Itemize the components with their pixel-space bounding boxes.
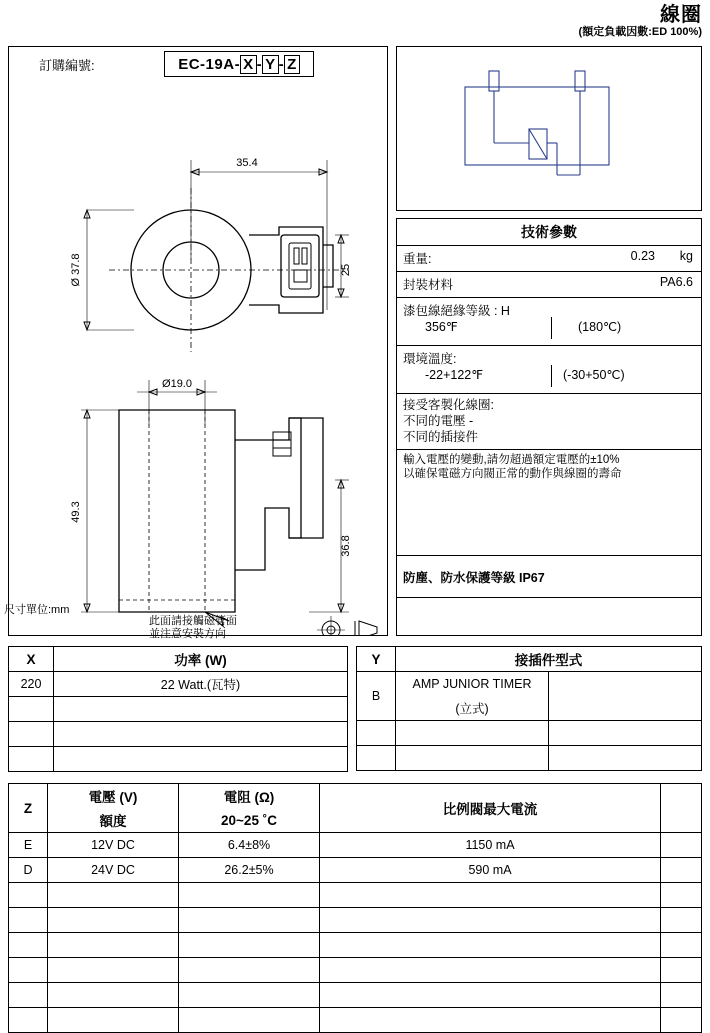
table-row <box>9 983 702 1008</box>
z-row-2-resistance <box>179 883 320 908</box>
spec-label-insulation: 漆包線絕緣等級 : H <box>403 304 510 318</box>
spec-row-ambient <box>397 346 701 394</box>
table-row <box>9 722 348 747</box>
spec-value-ambient-f: -22+122℉ <box>425 368 484 382</box>
unit-note: 尺寸單位:mm <box>4 604 70 616</box>
z-row-6-voltage <box>48 983 179 1008</box>
spec-custom-line2: 不同的電壓 - <box>403 414 474 428</box>
z-row-7-voltage <box>48 1008 179 1033</box>
spec-value-material: PA6.6 <box>659 275 693 289</box>
x-row-0-value: 22 Watt.(瓦特) <box>54 672 348 697</box>
z-table-resistance-subheader: 20~25 ˚C <box>179 808 320 833</box>
spec-divider-insulation <box>551 317 552 339</box>
table-row <box>9 672 348 697</box>
z-row-3-extra <box>661 908 702 933</box>
z-row-4-extra <box>661 933 702 958</box>
z-row-7-resistance <box>179 1008 320 1033</box>
z-row-4-current <box>320 933 661 958</box>
z-row-3-code <box>9 908 48 933</box>
spec-custom-line3: 不同的插接件 <box>403 430 479 444</box>
y-row-2-value <box>396 746 549 771</box>
z-row-5-current <box>320 958 661 983</box>
spec-value-ambient-c: (-30+50℃) <box>563 368 625 382</box>
table-row <box>357 672 702 697</box>
z-row-5-resistance <box>179 958 320 983</box>
spec-row-protection <box>397 556 701 598</box>
y-row-1-value <box>396 721 549 746</box>
table-row <box>9 883 702 908</box>
spec-heading: 技術參數 <box>397 219 701 246</box>
y-row-0-code: B <box>357 672 396 721</box>
coil-schematic <box>397 47 701 210</box>
z-row-1-extra <box>661 858 702 883</box>
table-row <box>9 858 702 883</box>
y-table-title-header: 接插件型式 <box>396 647 702 672</box>
surface-note <box>149 615 237 641</box>
spec-label-custom: 接受客製化線圈: <box>403 398 494 412</box>
order-code-box <box>164 51 314 77</box>
z-row-0-resistance: 6.4±8% <box>179 833 320 858</box>
table-row <box>9 833 702 858</box>
z-row-1-code: D <box>9 858 48 883</box>
projection-symbol <box>317 616 377 635</box>
y-row-2-spacer <box>549 746 702 771</box>
z-row-2-voltage <box>48 883 179 908</box>
z-table <box>8 783 702 1033</box>
z-row-6-code <box>9 983 48 1008</box>
z-row-0-current: 1150 mA <box>320 833 661 858</box>
x-table-title-header: 功率 (W) <box>54 647 348 672</box>
table-row <box>357 746 702 771</box>
order-code-x: X <box>240 55 257 74</box>
spec-value-insulation-c: (180℃) <box>578 320 622 334</box>
table-row <box>9 1008 702 1033</box>
y-row-1-code <box>357 721 396 746</box>
svg-text:Ø19.0: Ø19.0 <box>162 378 192 390</box>
spec-unit-weight: kg <box>679 249 693 263</box>
spec-label-weight: 重量: <box>403 252 432 266</box>
z-table-resistance-header: 電阻 (Ω) <box>179 784 320 809</box>
spec-label-protection: 防塵、防水保護等級 IP67 <box>403 571 545 585</box>
spec-voltage-note-line1: 輸入電壓的變動,請勿超過額定電壓的±10% <box>403 454 620 466</box>
x-table-code-header: X <box>9 647 54 672</box>
spec-row-insulation <box>397 298 701 346</box>
spec-row-weight <box>397 246 701 272</box>
x-table <box>8 646 348 772</box>
svg-text:36.8: 36.8 <box>340 535 352 557</box>
z-row-7-extra <box>661 1008 702 1033</box>
z-row-6-current <box>320 983 661 1008</box>
order-number-label: 訂購編號: <box>39 58 95 73</box>
z-table-voltage-subheader: 額度 <box>48 808 179 833</box>
z-table-current-header: 比例閥最大電流 <box>320 784 661 833</box>
z-row-3-current <box>320 908 661 933</box>
drawing-panel <box>8 46 388 640</box>
spec-value-insulation-f: 356℉ <box>425 320 458 334</box>
x-row-1-code <box>9 697 54 722</box>
x-row-2-code <box>9 722 54 747</box>
order-code-sep1: - <box>256 55 263 73</box>
z-table-code-header: Z <box>9 784 48 833</box>
z-row-2-extra <box>661 883 702 908</box>
table-row <box>9 747 348 772</box>
order-code-y: Y <box>262 55 279 74</box>
z-row-3-resistance <box>179 908 320 933</box>
z-row-3-voltage <box>48 908 179 933</box>
page-subtitle: (額定負載因數:ED 100%) <box>578 26 702 38</box>
spec-row-custom <box>397 394 701 450</box>
spec-label-material: 封裝材料 <box>403 278 454 292</box>
z-row-5-code <box>9 958 48 983</box>
svg-text:35.4: 35.4 <box>236 157 258 169</box>
z-row-0-voltage: 12V DC <box>48 833 179 858</box>
z-row-7-current <box>320 1008 661 1033</box>
x-row-3-code <box>9 747 54 772</box>
z-row-6-extra <box>661 983 702 1008</box>
order-code-z: Z <box>284 55 300 74</box>
coil-drawing <box>9 80 387 635</box>
order-code-sep2: - <box>278 55 285 73</box>
z-row-1-current: 590 mA <box>320 858 661 883</box>
z-row-4-code <box>9 933 48 958</box>
svg-text:25: 25 <box>340 263 352 277</box>
y-row-0-value2: (立式) <box>396 696 549 721</box>
x-row-3-value <box>54 747 348 772</box>
x-row-2-value <box>54 722 348 747</box>
z-row-6-resistance <box>179 983 320 1008</box>
y-row-2-code <box>357 746 396 771</box>
z-row-5-extra <box>661 958 702 983</box>
z-row-0-code: E <box>9 833 48 858</box>
x-row-0-code: 220 <box>9 672 54 697</box>
z-table-voltage-header: 電壓 (V) <box>48 784 179 809</box>
z-row-1-voltage: 24V DC <box>48 858 179 883</box>
z-row-0-extra <box>661 833 702 858</box>
svg-text:Ø 37.8: Ø 37.8 <box>70 253 82 287</box>
order-code <box>178 56 300 73</box>
y-table-code-header: Y <box>357 647 396 672</box>
z-row-2-code <box>9 883 48 908</box>
spec-value-weight: 0.23 <box>630 249 655 263</box>
table-row <box>357 721 702 746</box>
z-row-1-resistance: 26.2±5% <box>179 858 320 883</box>
table-row <box>9 697 348 722</box>
z-row-2-current <box>320 883 661 908</box>
spec-row-material <box>397 272 701 298</box>
x-row-1-value <box>54 697 348 722</box>
table-row <box>9 958 702 983</box>
z-table-extra-header <box>661 784 702 833</box>
spec-divider-ambient <box>551 365 552 387</box>
z-row-7-code <box>9 1008 48 1033</box>
z-row-5-voltage <box>48 958 179 983</box>
spec-voltage-note-line2: 以確保電磁方向閥正常的動作與線圈的壽命 <box>403 468 622 480</box>
spec-table <box>396 218 702 636</box>
svg-text:49.3: 49.3 <box>70 501 82 523</box>
page-title: 線圈 <box>660 4 702 26</box>
y-row-1-spacer <box>549 721 702 746</box>
schematic-panel <box>396 46 702 211</box>
spec-label-ambient: 環境溫度: <box>403 352 457 366</box>
page-header <box>579 4 702 39</box>
z-row-4-resistance <box>179 933 320 958</box>
y-row-0-spacer <box>549 672 702 721</box>
surface-note-line2: 並注意安裝方向 <box>149 628 226 640</box>
z-row-4-voltage <box>48 933 179 958</box>
order-code-prefix: EC-19A- <box>178 55 241 73</box>
y-table <box>356 646 702 771</box>
table-row <box>9 933 702 958</box>
y-row-0-value: AMP JUNIOR TIMER <box>396 672 549 697</box>
table-row <box>9 908 702 933</box>
spec-row-voltage-note <box>397 450 701 556</box>
surface-note-line1: 此面請接觸磁管面 <box>149 615 237 627</box>
